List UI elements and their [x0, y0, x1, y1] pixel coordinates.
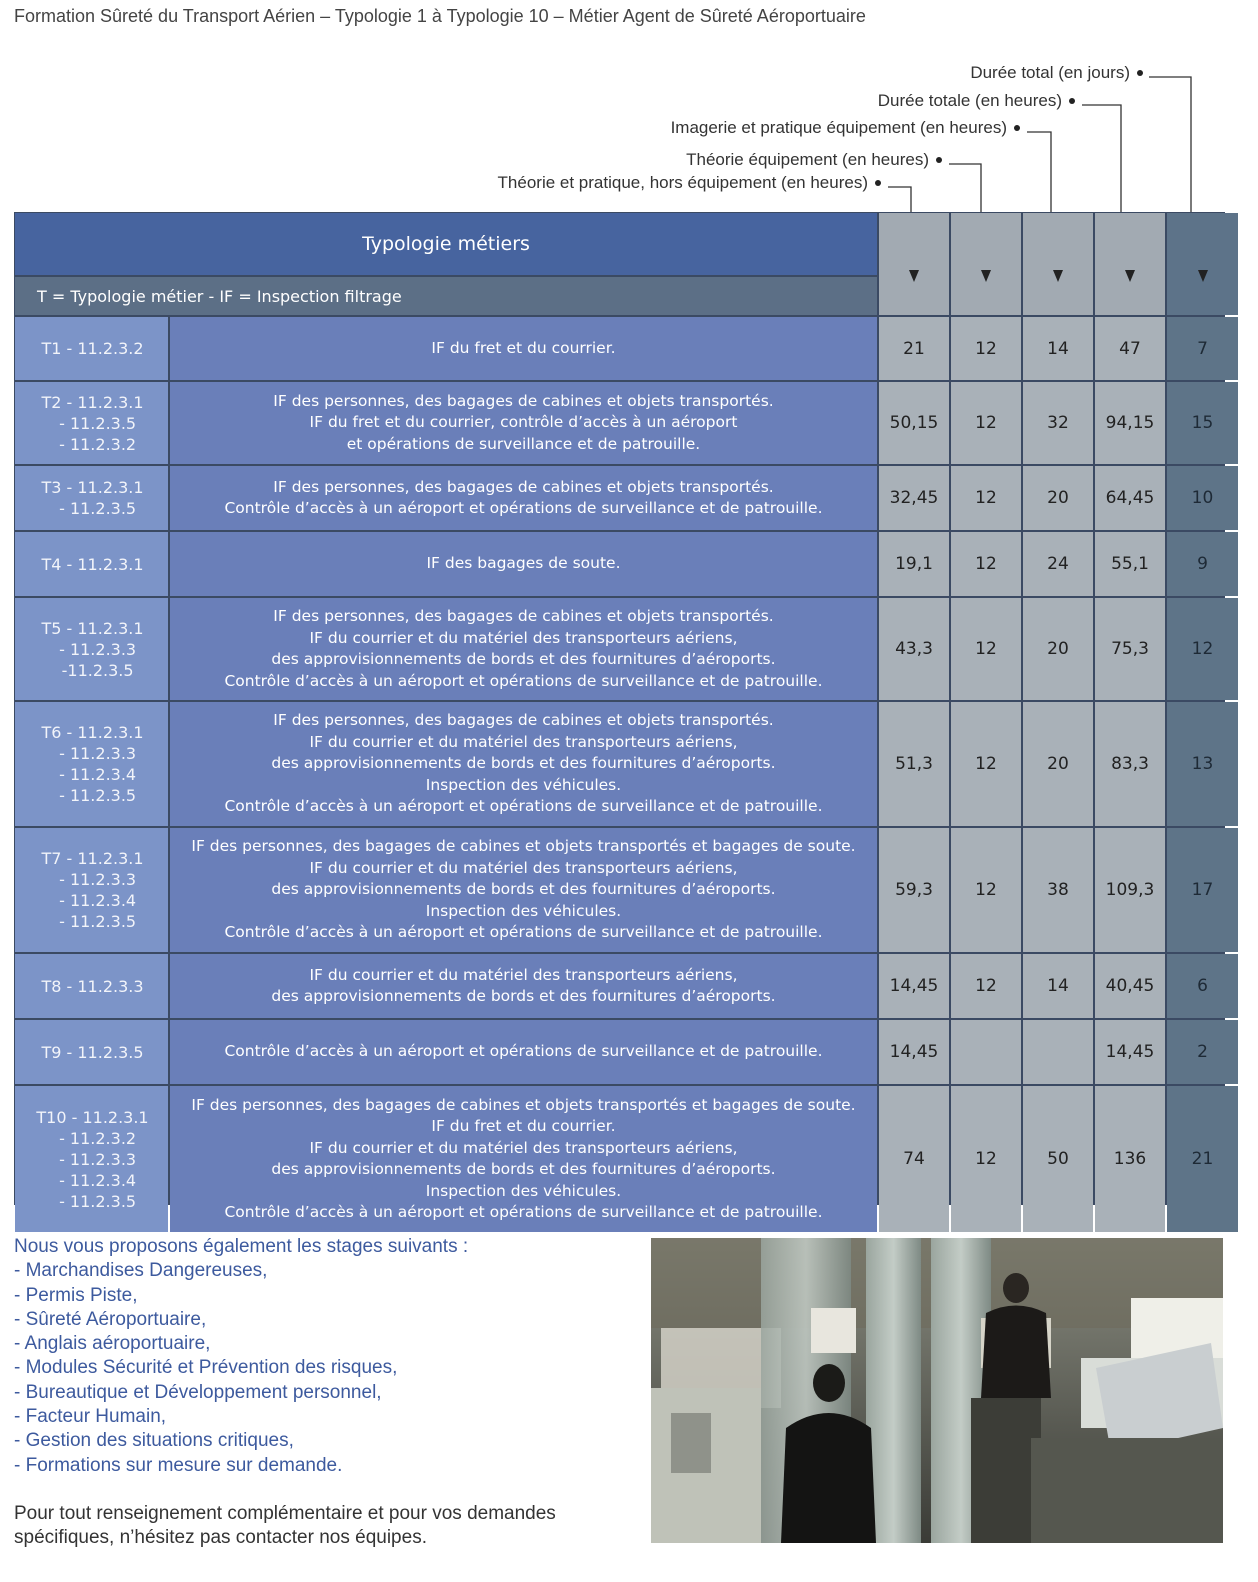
- theory-practice-hours: 19,1: [879, 532, 949, 596]
- total-hours: 55,1: [1095, 532, 1165, 596]
- theory-equipment-hours: 12: [951, 466, 1021, 530]
- training-offer-item: - Modules Sécurité et Prévention des risques,: [14, 1357, 398, 1379]
- theory-practice-hours: 32,45: [879, 466, 949, 530]
- total-days: 12: [1167, 598, 1238, 700]
- legend-theory-equipment-hours: Théorie équipement (en heures): [686, 150, 929, 169]
- total-days: 9: [1167, 532, 1238, 596]
- legend-total-hours: Durée totale (en heures): [877, 91, 1062, 110]
- total-days: 7: [1167, 317, 1238, 380]
- total-days: 17: [1167, 828, 1238, 952]
- training-offer-item: - Bureautique et Développement personnel,: [14, 1381, 382, 1403]
- imagery-equipment-hours: 20: [1023, 702, 1093, 826]
- theory-equipment-hours: 12: [951, 954, 1021, 1018]
- imagery-equipment-hours: 14: [1023, 317, 1093, 380]
- typology-code: T10 - 11.2.3.1 - 11.2.3.2 - 11.2.3.3 - 11.2.3.4 - 11.2.3.5: [15, 1086, 168, 1232]
- theory-practice-hours: 43,3: [879, 598, 949, 700]
- imagery-equipment-hours: 20: [1023, 598, 1093, 700]
- connector-total-hours-dot: [1069, 98, 1075, 104]
- imagery-equipment-hours: 38: [1023, 828, 1093, 952]
- typology-code: T3 - 11.2.3.1 - 11.2.3.5: [15, 466, 168, 530]
- contact-note: Pour tout renseignement complémentaire et pour vos demandes spécifiques, n’hésitez pas contacter nos équipes.: [14, 1503, 556, 1548]
- typology-description: IF des personnes, des bagages de cabines et objets transportés et bagages de soute. IF du courrier et du matériel des transporteurs aériens, des approvisionnements de bords et des fournitures d’aéroports. Inspection des véhicules. Contrôle d’accès à un aéroport et opérations de surveillance et de patrouille.: [170, 828, 877, 952]
- table-header-title: Typologie métiers: [15, 213, 877, 275]
- total-hours: 14,45: [1095, 1020, 1165, 1084]
- typology-description: IF des personnes, des bagages de cabines et objets transportés. IF du fret et du courrier, contrôle d’accès à un aéroport et opérations de surveillance et de patrouille.: [170, 382, 877, 464]
- imagery-equipment-hours: 14: [1023, 954, 1093, 1018]
- theory-equipment-hours: 12: [951, 382, 1021, 464]
- total-hours: 64,45: [1095, 466, 1165, 530]
- total-days: 13: [1167, 702, 1238, 826]
- typology-code: T4 - 11.2.3.1: [15, 532, 168, 596]
- legend-theory-practice-hours: Théorie et pratique, hors équipement (en heures): [497, 173, 868, 192]
- total-days: 15: [1167, 382, 1238, 464]
- typology-description: IF du courrier et du matériel des transporteurs aériens, des approvisionnements de bords et des fournitures d’aéroports.: [170, 954, 877, 1018]
- theory-equipment-hours: 12: [951, 702, 1021, 826]
- theory-equipment-hours: 12: [951, 317, 1021, 380]
- imagery-equipment-hours: 20: [1023, 466, 1093, 530]
- training-offer-item: - Facteur Humain,: [14, 1406, 167, 1428]
- arrow-down-icon: [1023, 213, 1093, 315]
- legend-imagery-hours: Imagerie et pratique équipement (en heures): [670, 118, 1007, 137]
- typology-description: IF des personnes, des bagages de cabines et objets transportés et bagages de soute. IF du fret et du courrier. IF du courrier et du matériel des transporteurs aériens, des approvisionnements de bords et des fournitures d’aéroports. Inspection des véhicules. Contrôle d’accès à un aéroport et opérations de surveillance et de patrouille.: [170, 1086, 877, 1232]
- theory-equipment-hours: 12: [951, 532, 1021, 596]
- typologie-table: [14, 212, 1225, 1221]
- typology-code: T6 - 11.2.3.1 - 11.2.3.3 - 11.2.3.4 - 11.2.3.5: [15, 702, 168, 826]
- imagery-equipment-hours: 32: [1023, 382, 1093, 464]
- arrow-down-icon: [951, 213, 1021, 315]
- theory-practice-hours: 14,45: [879, 1020, 949, 1084]
- typology-code: T8 - 11.2.3.3: [15, 954, 168, 1018]
- typology-code: T1 - 11.2.3.2: [15, 317, 168, 380]
- connector-theory-practice-hours-dot: [875, 180, 881, 186]
- training-offer-item: - Anglais aéroportuaire,: [14, 1333, 211, 1355]
- training-offer: [14, 1235, 468, 1478]
- training-offer-item: - Marchandises Dangereuses,: [14, 1260, 268, 1282]
- total-hours: 94,15: [1095, 382, 1165, 464]
- connector-imagery-hours-dot: [1014, 125, 1020, 131]
- typology-code: T9 - 11.2.3.5: [15, 1020, 168, 1084]
- arrow-down-icon: [1167, 213, 1238, 315]
- typology-description: IF des bagages de soute.: [170, 532, 877, 596]
- table-header-legend: T = Typologie métier - IF = Inspection filtrage: [15, 277, 877, 315]
- typology-description: IF des personnes, des bagages de cabines et objets transportés. IF du courrier et du matériel des transporteurs aériens, des approvisionnements de bords et des fournitures d’aéroports. Contrôle d’accès à un aéroport et opérations de surveillance et de patrouille.: [170, 598, 877, 700]
- arrow-down-icon: [879, 213, 949, 315]
- typology-code: T5 - 11.2.3.1 - 11.2.3.3 -11.2.3.5: [15, 598, 168, 700]
- total-hours: 136: [1095, 1086, 1165, 1232]
- total-hours: 40,45: [1095, 954, 1165, 1018]
- training-offer-item: - Gestion des situations critiques,: [14, 1430, 294, 1452]
- total-days: 6: [1167, 954, 1238, 1018]
- imagery-equipment-hours: [1023, 1020, 1093, 1084]
- theory-practice-hours: 74: [879, 1086, 949, 1232]
- theory-practice-hours: 51,3: [879, 702, 949, 826]
- legend-days: Durée total (en jours): [970, 63, 1130, 82]
- typology-description: IF du fret et du courrier.: [170, 317, 877, 380]
- arrow-down-icon: [1095, 213, 1165, 315]
- total-hours: 47: [1095, 317, 1165, 380]
- typology-description: IF des personnes, des bagages de cabines et objets transportés. Contrôle d’accès à un aéroport et opérations de surveillance et de patrouille.: [170, 466, 877, 530]
- theory-practice-hours: 14,45: [879, 954, 949, 1018]
- total-hours: 83,3: [1095, 702, 1165, 826]
- training-offer-item: - Sûreté Aéroportuaire,: [14, 1308, 207, 1330]
- training-offer-item: - Permis Piste,: [14, 1284, 138, 1306]
- imagery-equipment-hours: 50: [1023, 1086, 1093, 1232]
- total-hours: 109,3: [1095, 828, 1165, 952]
- typology-description: Contrôle d’accès à un aéroport et opérations de surveillance et de patrouille.: [170, 1020, 877, 1084]
- theory-equipment-hours: 12: [951, 828, 1021, 952]
- training-offer-list: [14, 1259, 468, 1478]
- training-offer-item: - Formations sur mesure sur demande.: [14, 1454, 343, 1476]
- total-hours: 75,3: [1095, 598, 1165, 700]
- connector-days-dot: [1137, 70, 1143, 76]
- training-offer-intro: Nous vous proposons également les stages suivants :: [14, 1236, 469, 1257]
- total-days: 2: [1167, 1020, 1238, 1084]
- theory-equipment-hours: 12: [951, 598, 1021, 700]
- airport-security-photo: [651, 1238, 1223, 1543]
- theory-equipment-hours: 12: [951, 1086, 1021, 1232]
- theory-equipment-hours: [951, 1020, 1021, 1084]
- theory-practice-hours: 50,15: [879, 382, 949, 464]
- theory-practice-hours: 21: [879, 317, 949, 380]
- total-days: 10: [1167, 466, 1238, 530]
- total-days: 21: [1167, 1086, 1238, 1232]
- typology-code: T7 - 11.2.3.1 - 11.2.3.3 - 11.2.3.4 - 11.2.3.5: [15, 828, 168, 952]
- typology-code: T2 - 11.2.3.1 - 11.2.3.5 - 11.2.3.2: [15, 382, 168, 464]
- connector-theory-equipment-hours-dot: [936, 157, 942, 163]
- imagery-equipment-hours: 24: [1023, 532, 1093, 596]
- document-title: Formation Sûreté du Transport Aérien – Typologie 1 à Typologie 10 – Métier Agent de Sûreté Aéroportuaire: [14, 6, 866, 26]
- typology-description: IF des personnes, des bagages de cabines et objets transportés. IF du courrier et du matériel des transporteurs aériens, des approvisionnements de bords et des fournitures d’aéroports. Inspection des véhicules. Contrôle d’accès à un aéroport et opérations de surveillance et de patrouille.: [170, 702, 877, 826]
- theory-practice-hours: 59,3: [879, 828, 949, 952]
